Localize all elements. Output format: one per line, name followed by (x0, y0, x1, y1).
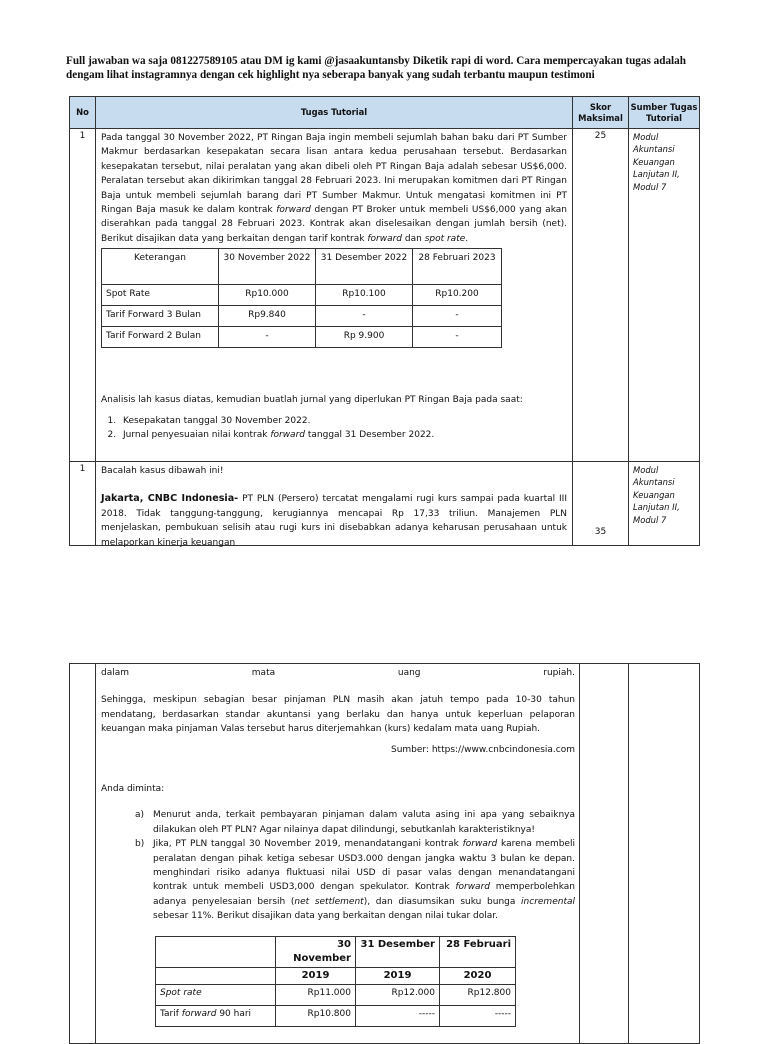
source-cell: Modul Akuntansi Keuangan Lanjutan II, Modul 7 (629, 129, 700, 462)
question-b: b) Jika, PT PLN tanggal 30 November 2019, menandatangani kontrak forward karena membeli peralatan dengan pihak ketiga sebesar USD3.000 dengan jangka waktu 3 bulan ke depan. menghindari risiko adanya fluktuasi nilai USD di pasar valas dengan menandatangani kontrak untuk membeli USD3,000 dengan spekulator. Kontrak forward memperbolehkan adanya penyelesaian bersih (net settlement), dan diasumsikan suku bunga incremental sebesar 11%. Berikut disajikan data yang berkaitan dengan nilai tukar dolar. (135, 839, 575, 922)
row-number: 1 (70, 129, 96, 462)
score-cell: 25 (573, 129, 629, 462)
case-paragraph: Jakarta, CNBC Indonesia- PT PLN (Persero) tercatat mengalami rugi kurs sampai pada kuartal III 2018. Tidak tanggung-tanggung, kerugiannya mencapai Rp 17,33 triliun. Manajemen PLN menjelaskan, pembukuan selisih atau rugi kurs ini disebabkan adanya keharusan perusahaan untuk melaporkan kinerja keuangan (101, 493, 567, 548)
row-number: 1 (70, 462, 96, 546)
table-row (70, 664, 700, 1044)
table-row (70, 129, 700, 462)
list-item: 1. Kesepakatan tanggal 30 November 2022. (119, 414, 567, 428)
dollar-table-header: 2019 2019 2020 (156, 967, 516, 984)
source-citation: Sumber: https://www.cnbcindonesia.com (390, 744, 575, 755)
score-cell: 35 (573, 462, 629, 546)
header-tugas: Tugas Tutorial (96, 97, 573, 129)
header-skor: Skor Maksimal (573, 97, 629, 129)
source-cell (629, 664, 700, 1044)
table-header-row (70, 97, 700, 129)
continuation-table (69, 663, 700, 1044)
task-cell (96, 129, 573, 462)
table-row: Tarif forward 90 hari Rp10.800 ----- ----- (156, 1005, 516, 1026)
question-a: a) Menurut anda, terkait pembayaran pinjaman dalam valuta asing ini apa yang sebaiknya dilakukan oleh PT PLN? Agar nilainya dapat dilindungi, sebutkanlah karakteristiknya! (135, 810, 575, 835)
list-item: 2. Jurnal penyesuaian nilai kontrak forward tanggal 31 Desember 2022. (119, 428, 567, 442)
table-row: Spot rate Rp11.000 Rp12.000 Rp12.800 (156, 984, 516, 1005)
task-cell (96, 664, 580, 1044)
page-header-text: Full jawaban wa saja 081227589105 atau DM ig kami @jasaakuntansby Diketik rapi di word. Cara mempercayakan tugas adalah dengam lihat instagramnya dengan cek highlight nya seberapa banyak yang sudah terbantu maupun testimoni (66, 55, 686, 81)
case-paragraph: Sehingga, meskipun sebagian besar pinjaman PLN masih akan jatuh tempo pada 10-30 tahun mendatang, berdasarkan standar akuntansi yang berlaku dan hanya untuk keperluan pelaporan keuangan maka pinjaman Valas tersebut harus diterjemahkan (kurs) kedalam mata uang Rupiah. (101, 695, 575, 735)
diminta-label: Anda diminta: (101, 784, 165, 795)
instruction-text: Analisis lah kasus diatas, kemudian buatlah jurnal yang diperlukan PT Ringan Baja pada saat: (101, 395, 523, 406)
task-list (101, 414, 567, 443)
task-cell: Bacalah kasus dibawah ini! Jakarta, CNBC Indonesia- PT PLN (Persero) tercatat mengalami rugi kurs sampai pada kuartal III 2018. Tidak tanggung-tanggung, kerugiannya mencapai Rp 17,33 triliun. Manajemen PLN menjelaskan, pembukuan selisih atau rugi kurs ini disebabkan adanya keharusan perusahaan untuk melaporkan kinerja keuangan (96, 462, 573, 546)
rate-table (101, 248, 502, 348)
rate-table-header: Keterangan 30 November 2022 31 Desember 2022 28 Februari 2023 (102, 249, 502, 285)
table-row (70, 462, 700, 546)
table-row: Tarif Forward 3 Bulan Rp9.840 - - (102, 306, 502, 327)
task-paragraph: Pada tanggal 30 November 2022, PT Ringan Baja ingin membeli sejumlah bahan baku dari PT Sumber Makmur berdasarkan kesepakatan secara lisan antara kedua perusahaan tersebut. Berdasarkan kesepakatan tersebut, nilai peralatan yang akan dibeli oleh PT Ringan Baja adalah sebesar US$6,000. Peralatan tersebut akan dikirimkan tanggal 28 Februari 2023. Ini merupakan komitmen dari PT Ringan Baja untuk membeli sejumlah barang dari PT Sumber Makmur. Untuk mengatasi komitmen ini PT Ringan Baja masuk ke dalam kontrak forward dengan PT Broker untuk membeli US$6,000 yang akan diserahkan pada tanggal 28 Februari 2023. Kontrak akan diselesaikan dengan jumlah bersih (net). Berikut disajikan data yang berkaitan dengan tarif kontrak forward dan spot rate. (101, 133, 567, 244)
score-cell (580, 664, 629, 1044)
table-row: Spot Rate Rp10.000 Rp10.100 Rp10.200 (102, 285, 502, 306)
continued-line: dalam mata uang rupiah. (101, 668, 575, 678)
row-number (70, 664, 96, 1044)
dollar-rate-table (155, 936, 516, 1027)
header-no: No (70, 97, 96, 129)
table-row: Tarif Forward 2 Bulan - Rp 9.900 - (102, 327, 502, 348)
tutorial-table (69, 96, 700, 546)
dollar-table-header: 30 November 31 Desember 28 Februari (156, 936, 516, 967)
header-sumber: Sumber Tugas Tutorial (629, 97, 700, 129)
source-cell: Modul Akuntansi Keuangan Lanjutan II, Modul 7 (629, 462, 700, 546)
